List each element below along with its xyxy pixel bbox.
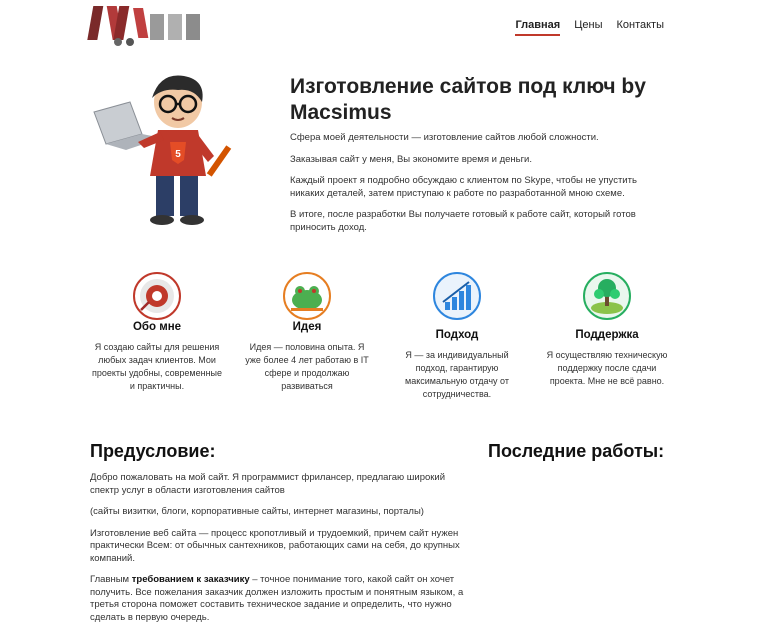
feature-text: Идея — половина опыта. Я уже более 4 лет работаю в IT сфере и продолжаю развиваться: [245, 342, 369, 391]
nav-prices[interactable]: Цены: [574, 19, 603, 31]
preface-paragraph: Добро пожаловать на мой сайт. Я программист фрилансер, предлагаю широкий спектр услуг в области изготовления сайтов: [90, 472, 446, 496]
chart-icon: [433, 272, 481, 320]
page-title: Изготовление сайтов под ключ by Macsimus: [290, 75, 646, 124]
nav-contacts[interactable]: Контакты: [616, 19, 664, 31]
logo-graphic: [90, 2, 205, 48]
feature-title: Поддержка: [575, 329, 639, 341]
hero-description: [290, 132, 660, 243]
nav-home[interactable]: Главная: [515, 19, 560, 36]
feature-support: [532, 272, 682, 401]
hero-paragraph: В итоге, после разработки Вы получаете готовый к работе сайт, который готов приносить доход.: [290, 209, 636, 233]
preface-emphasis: требованием к заказчику: [131, 574, 250, 585]
feature-idea: [232, 272, 382, 401]
preface-text-span: – точное понимание того, какой сайт он хочет получить. Все пожелания заказчик должен изложить простым и понятным языком, а третья сторона поможет составить техническое задание и определить, что нужно сделать в первую очередь.: [90, 574, 464, 623]
preface-paragraph: [90, 574, 470, 624]
recent-works-heading: Последние работы:: [488, 441, 665, 461]
preface-text: [90, 472, 470, 633]
preface-paragraph: Изготовление веб сайта — процесс кропотливый и трудоемкий, причем сайт нужен практически Всем: от обычных сантехников, работающих сами на себя, до крупных компаний.: [90, 527, 460, 564]
hero-paragraph: Каждый проект я подробно обсуждаю с клиентом по Skype, чтобы не упустить никаких деталей, затем приступаю к работе по разработанной мною схеме.: [290, 175, 637, 199]
feature-title: Подход: [435, 329, 479, 341]
target-icon: [133, 272, 181, 320]
tree-icon: [583, 272, 631, 320]
hero-paragraph: Сфера моей деятельности — изготовление сайтов любой сложности.: [290, 132, 599, 143]
frog-icon: [283, 272, 331, 320]
feature-title: Обо мне: [132, 321, 182, 333]
features-row: [82, 272, 682, 401]
feature-text: Я создаю сайты для решения любых задач клиентов. Мои проекты удобны, современные и практичны.: [91, 342, 223, 391]
preface-heading: Предусловие:: [90, 441, 216, 461]
hero-illustration: [90, 72, 242, 228]
feature-approach: [382, 272, 532, 401]
feature-text: Я осуществляю техническую поддержку после сдачи проекта. Мне не всё равно.: [546, 350, 668, 386]
main-nav: [515, 19, 664, 36]
site-logo[interactable]: [90, 2, 205, 48]
feature-title: Идея: [292, 321, 322, 333]
preface-paragraph: (сайты визитки, блоги, корпоративные сайты, интернет магазины, порталы): [90, 506, 424, 517]
feature-text: Я — за индивидуальный подход, гарантирую максимальную отдачу от сотрудничества.: [405, 350, 509, 399]
svg-text:5: 5: [175, 149, 181, 160]
feature-about: [82, 272, 232, 401]
hero-paragraph: Заказывая сайт у меня, Вы экономите время и деньги.: [290, 153, 532, 165]
preface-text-span: Главным: [90, 574, 132, 585]
